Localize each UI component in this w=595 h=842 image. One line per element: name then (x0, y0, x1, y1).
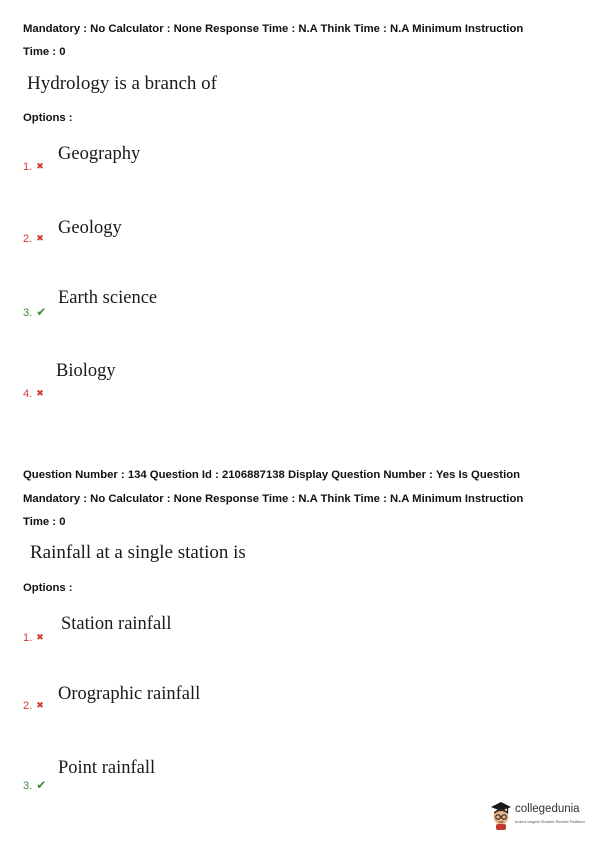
option-number: 3. ✔ (23, 778, 47, 792)
option-text: Geology (58, 218, 122, 238)
option-text: Point rainfall (58, 758, 156, 778)
graduate-mascot-icon (489, 800, 513, 830)
option-text: Orographic rainfall (58, 684, 201, 704)
option-text: Biology (56, 361, 116, 381)
options-label: Options : (23, 582, 73, 594)
option-number: 4. ✖ (23, 388, 44, 400)
cross-icon: ✖ (36, 388, 44, 398)
logo-wordmark: collegedunia (515, 803, 580, 815)
question-meta-line: Mandatory : No Calculator : None Response Time : N.A Think Time : N.A Minimum Instruction (23, 23, 524, 35)
question-meta-line: Time : 0 (23, 46, 66, 58)
question-text: Hydrology is a branch of (27, 73, 217, 94)
check-icon: ✔ (36, 778, 47, 792)
collegedunia-logo (489, 800, 589, 832)
option-number: 1. ✖ (23, 632, 44, 644)
option-text: Earth science (58, 288, 158, 308)
option-number: 2. ✖ (23, 700, 44, 712)
question-meta-line: Mandatory : No Calculator : None Response Time : N.A Think Time : N.A Minimum Instruction (23, 493, 524, 505)
option-text: Station rainfall (61, 614, 172, 634)
option-number: 2. ✖ (23, 233, 44, 245)
logo-tagline: India's largest Student Review Platform (515, 819, 585, 824)
question-meta-line: Question Number : 134 Question Id : 2106887138 Display Question Number : Yes Is Question (23, 469, 521, 481)
options-label: Options : (23, 112, 73, 124)
option-text: Geography (58, 144, 141, 164)
cross-icon: ✖ (36, 233, 44, 243)
option-number: 1. ✖ (23, 161, 44, 173)
cross-icon: ✖ (36, 700, 44, 710)
check-icon: ✔ (36, 305, 47, 319)
cross-icon: ✖ (36, 632, 44, 642)
cross-icon: ✖ (36, 161, 44, 171)
question-meta-line: Time : 0 (23, 516, 66, 528)
question-text: Rainfall at a single station is (30, 542, 246, 563)
option-number: 3. ✔ (23, 305, 47, 319)
